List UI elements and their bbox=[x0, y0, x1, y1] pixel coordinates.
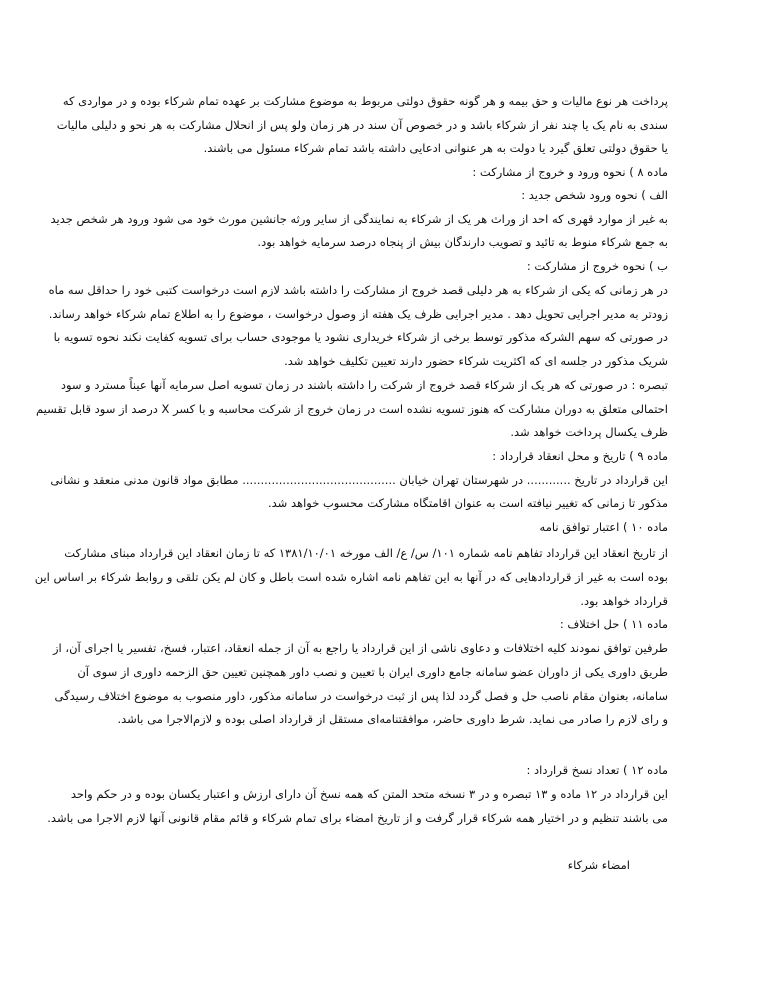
text-line: طرفین توافق نمودند کلیه اختلافات و دعاوی ناشی از این قرارداد یا راجع به آن از جمله انعقاد، اعتبار، فسخ، تفسیر یا اجرای آن، از bbox=[52, 641, 668, 655]
text-line: طریق داوری یکی از داوران عضو سامانه جامع داوری ایران با تعیین و نصب داور همچنین تعیین حق الزحمه داوری از سوی آن bbox=[77, 665, 668, 679]
text-line: و رای لازم را صادر می نماید. شرط داوری حاضر، موافقتنامه‌ای مستقل از قرارداد اصلی بوده و لازم‌الاجرا می باشد. bbox=[117, 712, 668, 726]
text-line: در صورتی که سهم الشرکه مذکور توسط برخی از شرکاء خریداری نشود یا موجودی حساب برای تسویه کفایت نکند نحوه تسویه با bbox=[53, 330, 668, 344]
article-12-heading: ماده ۱۲ ) تعداد نسخ قرارداد : bbox=[526, 763, 668, 777]
text-line: بوده است به غیر از قراردادهایی که در آنها به این تفاهم نامه اشاره شده است باطل و کان لم یکن تلقی و روابط شرکاء بر اساس این bbox=[34, 570, 668, 584]
text-line: یا حقوق دولتی تعلق گیرد یا دولت به هر عنوانی ادعایی داشته باشد تمام شرکاء مسئول می باشند. bbox=[203, 141, 668, 155]
text-line: سامانه، بعنوان مقام ناصب حل و فصل گردد لذا پس از ثبت درخواست در سامانه مذکور، داور منصوب به موضوع اختلاف رسیدگی bbox=[54, 689, 668, 703]
article-8-heading: ماده ۸ ) نحوه ورود و خروج از مشارکت : bbox=[472, 165, 668, 179]
note-line: تبصره : در صورتی که هر یک از شرکاء قصد خروج از شرکت را داشته باشند در زمان تسویه اصل سرمایه آنها عیناً مسترد و سود bbox=[60, 378, 668, 392]
article-9-heading: ماده ۹ ) تاریخ و محل انعقاد قرارداد : bbox=[492, 449, 668, 463]
text-line: سندی به نام یک یا چند نفر از شرکاء باشد و در خصوص آن سند در هر زمان ولو پس از انحلال مشارکت به هر نحو و دلیلی مالیات bbox=[56, 118, 668, 132]
text-line: به جمع شرکاء منوط به تائید و تصویب دارندگان بیش از پنجاه درصد سرمایه خواهد بود. bbox=[257, 235, 668, 249]
text-line: این قرارداد در تاریخ ............ در شهرستان تهران خیابان .......................................... مطابق مواد قانون مدنی منعقد و نشانی bbox=[50, 473, 668, 487]
article-11-heading: ماده ۱۱ ) حل اختلاف : bbox=[559, 617, 668, 631]
text-line: این قرارداد در ۱۲ ماده و ۱۳ تبصره و در ۳ نسخه متحد المتن که همه نسخ آن دارای ارزش و اعتبار یکسان بوده و در حکم واحد bbox=[70, 787, 668, 801]
article-10-heading: ماده ۱۰ ) اعتبار توافق نامه bbox=[539, 520, 668, 534]
text-line: شریک مذکور در جلسه ای که اکثریت شرکاء حضور دارند تعیین تکلیف خواهد شد. bbox=[284, 354, 668, 368]
text-line: مذکور تا زمانی که تغییر نیافته است به عنوان اقامتگاه مشارکت محسوب خواهد شد. bbox=[267, 496, 668, 510]
note-line: ظرف یکسال پرداخت خواهد شد. bbox=[510, 425, 668, 439]
signature-label: امضاء شرکاء bbox=[567, 858, 630, 872]
text-line: می باشند تنظیم و در اختیار همه شرکاء قرار گرفت و از تاریخ امضاء برای تمام شرکاء و قائم مقام قانونی آنها لازم الاجرا می باشد. bbox=[47, 811, 668, 825]
text-line: پرداخت هر نوع مالیات و حق بیمه و هر گونه حقوق دولتی مربوط به موضوع مشارکت بر عهده تمام شرکاء بوده و در مواردی که bbox=[62, 94, 668, 108]
text-line: در هر زمانی که یکی از شرکاء به هر دلیلی قصد خروج از مشارکت را داشته باشد لازم است درخواست کتبی خود را حداقل سه ماه bbox=[48, 283, 668, 297]
section-b-heading: ب ) نحوه خروج از مشارکت : bbox=[526, 259, 668, 273]
text-line: به غیر از موارد قهری که احد از وراث هر یک از شرکاء به نمایندگی از سایر ورثه جانشین مورث خود می شود ورود هر شخص جدید bbox=[50, 212, 668, 226]
text-line: از تاریخ انعقاد این قرارداد تفاهم نامه شماره ۱۰۱/ س/ ع/ الف مورخه ۱۳۸۱/۱۰/۰۱ که تا زمان انعقاد این قرارداد مبنای مشارکت bbox=[64, 546, 668, 560]
text-line: زودتر به مدیر اجرایی تحویل دهد . مدیر اجرایی ظرف یک هفته از وصول درخواست ، موضوع را به اطلاع تمام شرکاء خواهد رساند. bbox=[48, 307, 668, 321]
text-line: قرارداد خواهد بود. bbox=[580, 594, 668, 608]
note-line: احتمالی متعلق به دوران مشارکت که هنوز تسویه نشده است در زمان خروج از شرکت محاسبه و با کسر X درصد از سود قابل تقسیم bbox=[36, 402, 668, 416]
section-a-heading: الف ) نحوه ورود شخص جدید : bbox=[521, 188, 668, 202]
